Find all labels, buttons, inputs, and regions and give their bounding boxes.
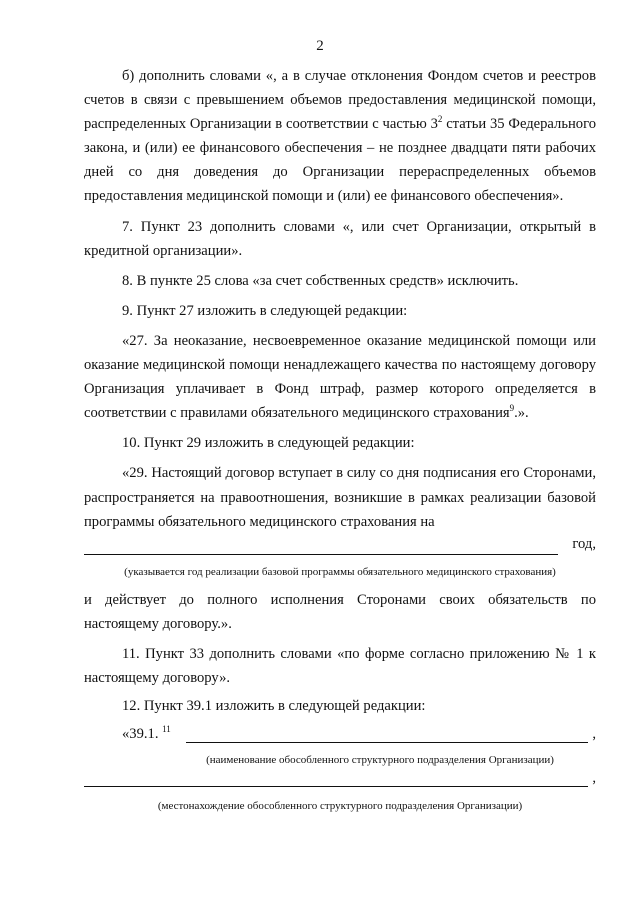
paragraph-item-7: 7. Пункт 23 дополнить словами «, или счет Организации, открытый в кредитной организации». — [84, 218, 596, 259]
year-blank-row — [84, 534, 596, 564]
subdivision-name-caption: (наименование обособленного структурного подразделения Организации) — [206, 754, 554, 767]
footnote-ref: 9 — [509, 403, 515, 414]
paragraph-clause-29: «29. Настоящий договор вступает в силу со дня подписания его Сторонами, распространяется на правоотношения, возникшие в рамках реализации базовой программы обязательного медицинского страхования на — [84, 465, 596, 530]
paragraph-item-8: 8. В пункте 25 слова «за счет собственных средств» исключить. — [122, 272, 519, 289]
year-blank-line — [84, 554, 558, 555]
clause-39-1-row — [84, 722, 596, 752]
paragraph-text: б) дополнить словами «, а в случае отклонения Фондом счетов и реестров счетов в связи с превышением объемов предоставления медицинской помощи, распределенных Организации в соответствии с частью 3 — [84, 68, 596, 133]
footnote-ref: 11 — [162, 724, 171, 735]
subdivision-name-blank-line — [186, 742, 588, 743]
comma: , — [592, 726, 596, 743]
year-suffix: год, — [572, 535, 596, 552]
paragraph-b-addition — [84, 64, 596, 209]
superscript: 2 — [437, 114, 443, 125]
page-number: 2 — [316, 38, 324, 54]
paragraph-clause-27 — [84, 329, 596, 425]
clause-39-1-label — [122, 722, 171, 746]
year-caption: (указывается год реализации базовой программы обязательного медицинского страхования) — [124, 565, 556, 578]
paragraph-text: «27. За неоказание, несвоевременное оказание медицинской помощи или оказание медицинской помощи ненадлежащего качества по настоящему договору Организация уплачивает в Фонд штраф, размер которого определяется в соответствии с правилами обязательного медицинского страхования — [84, 332, 596, 422]
location-blank-row — [84, 768, 596, 796]
clause-label-text: «39.1. — [122, 726, 159, 743]
paragraph-text-tail: статьи 35 Федерального закона, и (или) ее финансового обеспечения – не позднее двадцати пяти рабочих дней со дня доведения до Организации перераспределенных объемов предоставления медицинской помощи и (или) ее финансового обеспечения». — [84, 116, 596, 205]
paragraph-item-12: 12. Пункт 39.1 изложить в следующей редакции: — [122, 698, 426, 715]
location-caption: (местонахождение обособленного структурного подразделения Организации) — [157, 800, 523, 813]
document-body — [84, 64, 596, 814]
paragraph-clause-29-continued: и действует до полного исполнения Сторонами своих обязательств по настоящему договору.». — [84, 591, 596, 632]
paragraph-item-11: 11. Пункт 33 дополнить словами «по форме согласно приложению № 1 к настоящему договору». — [84, 645, 596, 686]
paragraph-item-9: 9. Пункт 27 изложить в следующей редакции: — [122, 302, 408, 319]
location-blank-line — [84, 786, 588, 787]
comma: , — [592, 770, 596, 787]
paragraph-item-10: 10. Пункт 29 изложить в следующей редакции: — [122, 435, 415, 452]
paragraph-text-tail: .». — [514, 405, 529, 422]
